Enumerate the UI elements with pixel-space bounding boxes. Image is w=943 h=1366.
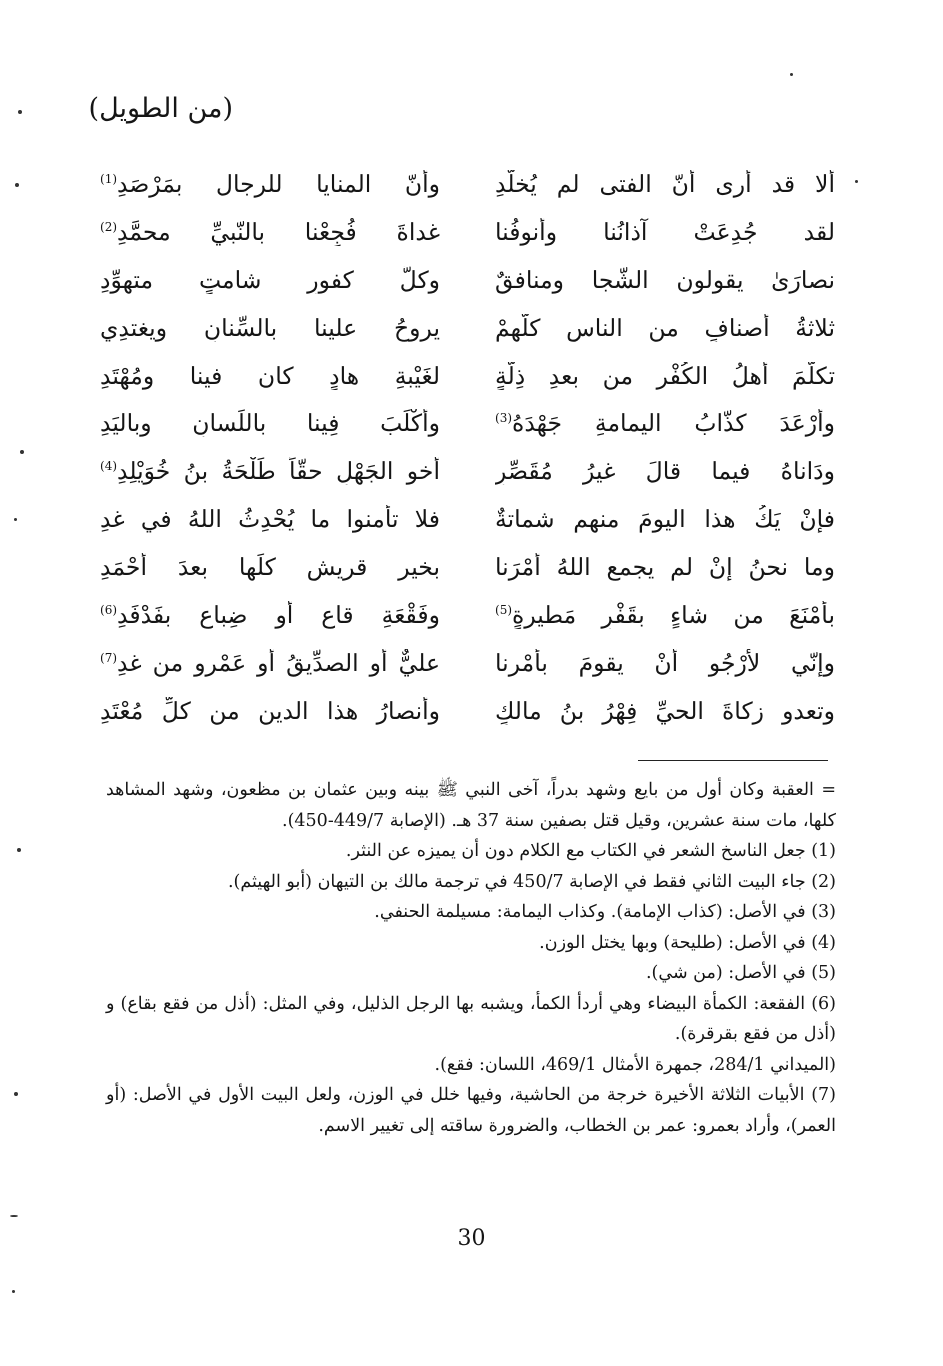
hemistich-text: وأنّ المنايا للرجال بمَرْصَدِ (117, 169, 440, 198)
verse-second-hemistich (100, 457, 440, 485)
footnote-marker: (4) (100, 459, 118, 474)
footnote-marker: (6) (100, 603, 118, 618)
footnote: (3) في الأصل: (كذاب الإمامة). وكذاب اليمامة: مسيلمة الحنفي. (374, 902, 836, 922)
verse-first-hemistich (495, 266, 835, 294)
verse-first-hemistich (495, 505, 835, 533)
verse-first-hemistich (495, 457, 835, 485)
hemistich-text: فلا تأمنوا ما يُحْدِثُ اللهُ في غدِ (100, 505, 440, 534)
scan-speck (20, 450, 24, 454)
hemistich-text: وأكْلَبَ فِينا باللِّسانِ وباليَدِ (100, 409, 440, 438)
scan-speck (855, 180, 858, 183)
footnote: = العقبة وكان أول من بايع وشهد بدراً، آخى النبي ﷺ بينه وبين عثمان بن مظعون، وشهد المشاهد كلها، مات سنة عشرين، وقيل قتل بصفين سنة 37 هـ. (الإصابة 449/7-450). (106, 780, 836, 831)
hemistich-text: أخو الجَهْلِ حقّاً طَلْحَةُ بنُ خُوَيْلِدِ (117, 457, 440, 486)
verse-second-hemistich (100, 362, 440, 390)
verse-first-hemistich (495, 362, 835, 390)
verse-second-hemistich (100, 170, 440, 198)
footnote-marker: (3) (495, 411, 513, 426)
verse-line (100, 399, 835, 447)
verse-line (100, 352, 835, 400)
verse-second-hemistich (100, 553, 440, 581)
hemistich-text: لغَيْبةِ هادٍ كان فينا ومُهْتَدِ (100, 361, 440, 390)
footnote: (الميداني 284/1، جمهرة الأمثال 469/1، اللسان: فقع). (434, 1054, 836, 1075)
hemistich-text: وكلُّ كفورٍ شامتٍ متهوِّدِ (100, 265, 440, 294)
verse-first-hemistich (495, 314, 835, 342)
poem (100, 160, 835, 735)
hemistich-text: فإنْ يَكُ هذا اليومَ منهم شماتةٌ (495, 505, 835, 534)
verse-first-hemistich (495, 697, 835, 725)
footnote: (1) جعل الناسخ الشعر في الكتاب مع الكلام دون أن يميزه عن النثر. (345, 841, 836, 861)
scan-speck (17, 848, 21, 852)
verse-line (100, 639, 835, 687)
scan-speck (790, 73, 793, 76)
verse-second-hemistich (100, 505, 440, 533)
footnote-marker: (1) (100, 172, 118, 187)
verse-line (100, 495, 835, 543)
footnote-marker: (7) (100, 651, 118, 666)
hemistich-text: وما نحنُ إنْ لم يجمعِ اللهُ أمْرَنا (495, 553, 835, 582)
hemistich-text: تكلّمَ أهلُ الكُفْرِ من بعدِ ذِلَّةٍ (495, 361, 835, 390)
verse-line (100, 591, 835, 639)
verse-second-hemistich (100, 266, 440, 294)
verse-first-hemistich (495, 409, 835, 437)
verse-second-hemistich (100, 218, 440, 246)
verse-line (100, 543, 835, 591)
scan-speck (18, 110, 22, 114)
footnote: (2) جاء البيت الثاني فقط في الإصابة 450/7 في ترجمة مالك بن التيهان (أبو الهيثم). (227, 871, 836, 892)
footnote-separator (638, 760, 828, 761)
hemistich-text: ألا قد أرى أنّ الفتى لم يُخلّدِ (495, 169, 835, 198)
scan-speck (10, 1215, 18, 1217)
verse-line (100, 208, 835, 256)
footnotes (106, 775, 836, 1141)
hemistich-text: وأنصارُ هذا الدينِ من كلِّ مُعْتَدِ (100, 696, 440, 725)
meter-label: (من الطويل) (88, 93, 233, 124)
verse-line (100, 447, 835, 495)
scan-speck (12, 1290, 15, 1293)
scan-speck (14, 518, 17, 521)
verse-second-hemistich (100, 409, 440, 437)
verse-line (100, 256, 835, 304)
verse-first-hemistich (495, 601, 835, 629)
hemistich-text: وتعدو زكاةَ الحيِّ فِهْرُ بنُ مالكٍ (495, 696, 835, 725)
footnote: (7) الأبيات الثلاثة الأخيرة خرجة من الحاشية، وفيها خلل في الوزن، ولعل البيت الأول في الأصل: (أو العمر)، وأراد بعمرو: عمر بن الخطاب، والضرورة ساقته إلى تغيير الاسم. (106, 1085, 836, 1136)
hemistich-text: بخيرِ قريشٍ كلِّها بعدَ أحْمَدِ (100, 553, 440, 582)
hemistich-text: نصارَىٰ يقولون الشّجا ومنافقٌ (495, 265, 835, 294)
verse-second-hemistich (100, 314, 440, 342)
hemistich-text: ودَاناهُ فيما قالَ غيرُ مُقَصِّرٍ (495, 457, 835, 486)
hemistich-text: وإنّي لأرْجُو أنْ يقومَ بأمْرِنا (495, 648, 835, 677)
hemistich-text: بأمْنَعَ من شاءٍ بقَفْرٍ مَطيرةٍ (512, 600, 835, 629)
verse-first-hemistich (495, 170, 835, 198)
verse-line (100, 304, 835, 352)
verse-first-hemistich (495, 553, 835, 581)
hemistich-text: غداةَ فُجِعْنا بالنّبيِّ محمَّدِ (117, 217, 440, 246)
verse-second-hemistich (100, 697, 440, 725)
hemistich-text: وفَقْعَةِ قاعٍ أو ضِباعٍ بفَدْفَدِ (117, 600, 440, 629)
page-number: 30 (457, 1226, 486, 1251)
verse-second-hemistich (100, 649, 440, 677)
hemistich-text: يروحُ علينا بالسِّنانِ ويغتدِي (100, 313, 440, 342)
verse-second-hemistich (100, 601, 440, 629)
hemistich-text: ثلاثةُ أصنافٍ من الناس كلُّهمْ (495, 313, 835, 342)
footnote: (4) في الأصل: (طليحة) وبها يختل الوزن. (539, 932, 836, 953)
verse-first-hemistich (495, 218, 835, 246)
scan-speck (15, 183, 19, 187)
footnote: (6) الفقعة: الكمأة البيضاء وهي أردأ الكمأ، ويشبه بها الرجل الذليل، وفي المثل: (أذل من فقع بقاع) و (أذل من فقع بقرقرة). (106, 993, 836, 1044)
hemistich-text: عليٌّ أو الصدِّيقُ أو عَمْرو من غدِ (117, 648, 440, 677)
verse-line (100, 687, 835, 735)
footnote: (5) في الأصل: (من شي). (645, 963, 836, 983)
verse-line (100, 160, 835, 208)
footnote-marker: (5) (495, 603, 513, 618)
footnote-marker: (2) (100, 220, 118, 234)
hemistich-text: لقد جُدِعَتْ آذانُنا وأُنوفُنا (495, 217, 835, 246)
hemistich-text: وأرْعَدَ كذّابُ اليمامةِ جَهْدَهُ (512, 409, 835, 438)
verse-first-hemistich (495, 649, 835, 677)
scan-speck (14, 1092, 18, 1096)
